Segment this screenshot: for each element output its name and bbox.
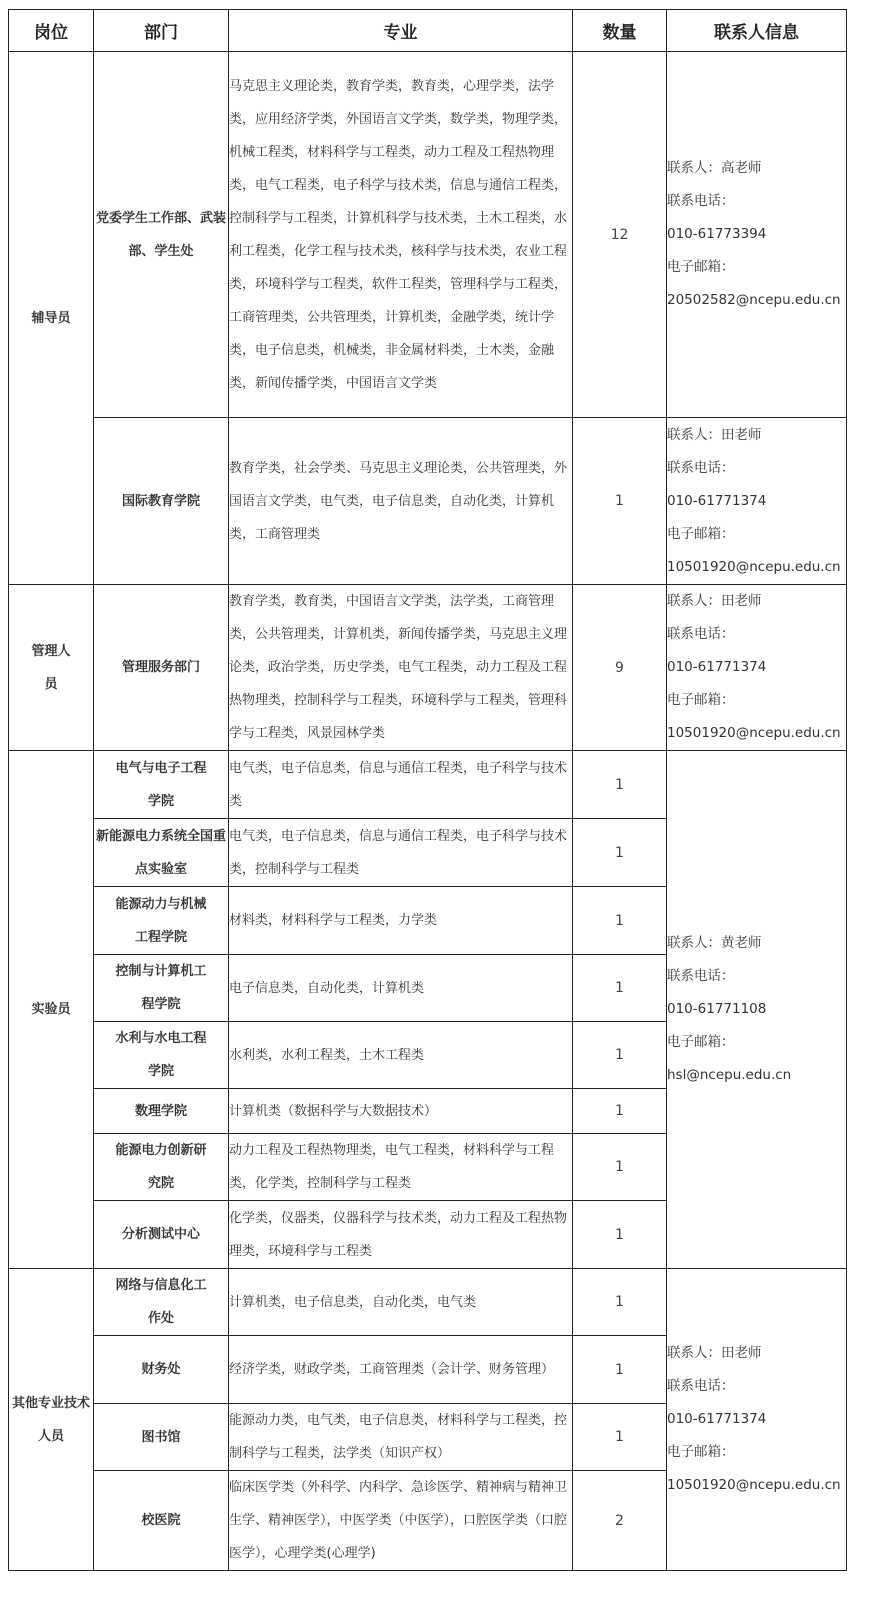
table-row	[9, 751, 847, 819]
major-cell: 水利类，水利工程类，土木工程类	[229, 1022, 573, 1089]
recruitment-table	[8, 9, 847, 1571]
contact-email-label: 电子邮箱：	[667, 1444, 735, 1460]
department-cell: 党委学生工作部、武装部、学生处	[94, 52, 229, 418]
contact-phone: 010-61771374	[667, 659, 767, 675]
major-cell: 马克思主义理论类，教育学类，教育类，心理学类，法学类，应用经济学类，外国语言文学类，数学类，物理学类，机械工程类，材料科学与工程类，动力工程及工程热物理类，电气工程类，电子科学与技术类，信息与通信工程类，控制科学与工程类，计算机科学与技术类，土木工程类，水利工程类，化学工程与技术类，核科学与技术类，农业工程类，环境科学与工程类，软件工程类，管理科学与工程类，工商管理类，公共管理类，计算机类，金融学类，统计学类，电子信息类，机械类，非金属材料类，土木类，金融类，新闻传播学类，中国语言文学类	[229, 52, 573, 418]
major-cell: 临床医学类（外科学、内科学、急诊医学、精神病与精神卫生学、精神医学），中医学类（中医学），口腔医学类（口腔医学），心理学类(心理学)	[229, 1471, 573, 1571]
table-header-row	[9, 10, 847, 52]
department-cell: 能源动力与机械工程学院	[94, 887, 229, 955]
department-cell: 分析测试中心	[94, 1201, 229, 1269]
department-cell: 控制与计算机工程学院	[94, 955, 229, 1022]
contact-phone: 010-61771374	[667, 492, 767, 509]
contact-phone-label: 联系电话：	[667, 193, 735, 209]
count-cell: 1	[573, 1269, 667, 1336]
contact-phone-label: 联系电话：	[667, 968, 735, 984]
contact-phone: 010-61771374	[667, 1411, 767, 1427]
contact-cell	[667, 1269, 847, 1571]
contact-cell	[667, 751, 847, 1269]
count-cell: 1	[573, 819, 667, 887]
contact-email-label: 电子邮箱：	[667, 692, 735, 708]
position-cell: 辅导员	[9, 52, 94, 585]
major-cell: 动力工程及工程热物理类，电气工程类，材料科学与工程类，化学类，控制科学与工程类	[229, 1134, 573, 1201]
header-position: 岗位	[9, 10, 94, 52]
department-cell: 图书馆	[94, 1404, 229, 1471]
department-cell: 电气与电子工程学院	[94, 751, 229, 819]
department-cell: 新能源电力系统全国重点实验室	[94, 819, 229, 887]
position-cell: 其他专业技术人员	[9, 1269, 94, 1571]
table-row	[9, 418, 847, 585]
department-cell: 管理服务部门	[94, 585, 229, 751]
count-cell: 1	[573, 1134, 667, 1201]
contact-cell	[667, 52, 847, 418]
contact-person: 联系人：黄老师	[667, 935, 762, 951]
department-cell: 能源电力创新研究院	[94, 1134, 229, 1201]
count-cell: 1	[573, 418, 667, 585]
count-cell: 1	[573, 1022, 667, 1089]
contact-email: 10501920@ncepu.edu.cn	[667, 1477, 841, 1493]
table-row	[9, 52, 847, 418]
table-row	[9, 1269, 847, 1336]
position-cell: 管理人员	[9, 585, 94, 751]
count-cell: 2	[573, 1471, 667, 1571]
position-cell: 实验员	[9, 751, 94, 1269]
major-cell: 计算机类，电子信息类，自动化类，电气类	[229, 1269, 573, 1336]
count-cell: 9	[573, 585, 667, 751]
department-cell: 校医院	[94, 1471, 229, 1571]
contact-email: hsl@ncepu.edu.cn	[667, 1067, 792, 1083]
header-department: 部门	[94, 10, 229, 52]
contact-email: 10501920@ncepu.edu.cn	[667, 725, 841, 741]
count-cell: 12	[573, 52, 667, 418]
contact-phone: 010-61773394	[667, 226, 767, 242]
count-cell: 1	[573, 751, 667, 819]
contact-email: 10501920@ncepu.edu.cn	[667, 558, 841, 575]
department-cell: 数理学院	[94, 1089, 229, 1134]
major-cell: 化学类，仪器类，仪器科学与技术类，动力工程及工程热物理类，环境科学与工程类	[229, 1201, 573, 1269]
major-cell: 电气类，电子信息类，信息与通信工程类，电子科学与技术类，控制科学与工程类	[229, 819, 573, 887]
header-count: 数量	[573, 10, 667, 52]
count-cell: 1	[573, 1201, 667, 1269]
contact-phone: 010-61771108	[667, 1001, 767, 1017]
major-cell: 电气类，电子信息类，信息与通信工程类，电子科学与技术类	[229, 751, 573, 819]
contact-phone-label: 联系电话：	[667, 459, 735, 476]
contact-email-label: 电子邮箱：	[667, 259, 735, 275]
major-cell: 材料类，材料科学与工程类，力学类	[229, 887, 573, 955]
major-cell: 经济学类，财政学类，工商管理类（会计学、财务管理）	[229, 1336, 573, 1404]
department-cell: 财务处	[94, 1336, 229, 1404]
count-cell: 1	[573, 955, 667, 1022]
contact-person: 联系人：高老师	[667, 160, 762, 176]
major-cell: 教育学类，社会学类、马克思主义理论类，公共管理类，外国语言文学类，电气类，电子信息类，自动化类，计算机类，工商管理类	[229, 418, 573, 585]
contact-person: 联系人：田老师	[667, 593, 762, 609]
count-cell: 1	[573, 1089, 667, 1134]
header-major: 专业	[229, 10, 573, 52]
major-cell: 教育学类，教育类，中国语言文学类，法学类，工商管理类，公共管理类，计算机类，新闻传播学类，马克思主义理论类，政治学类，历史学类，电气工程类，动力工程及工程热物理类，控制科学与工程类，环境科学与工程类，管理科学与工程类，风景园林学类	[229, 585, 573, 751]
contact-cell	[667, 585, 847, 751]
department-cell: 国际教育学院	[94, 418, 229, 585]
count-cell: 1	[573, 887, 667, 955]
count-cell: 1	[573, 1404, 667, 1471]
header-contact: 联系人信息	[667, 10, 847, 52]
major-cell: 电子信息类，自动化类，计算机类	[229, 955, 573, 1022]
contact-person: 联系人：田老师	[667, 1345, 762, 1361]
department-cell: 网络与信息化工作处	[94, 1269, 229, 1336]
table-row	[9, 585, 847, 751]
contact-email-label: 电子邮箱：	[667, 1034, 735, 1050]
contact-phone-label: 联系电话：	[667, 1378, 735, 1394]
contact-phone-label: 联系电话：	[667, 626, 735, 642]
department-cell: 水利与水电工程学院	[94, 1022, 229, 1089]
major-cell: 能源动力类，电气类，电子信息类，材料科学与工程类，控制科学与工程类，法学类（知识产权）	[229, 1404, 573, 1471]
contact-email: 20502582@ncepu.edu.cn	[667, 292, 841, 308]
major-cell: 计算机类（数据科学与大数据技术）	[229, 1089, 573, 1134]
count-cell: 1	[573, 1336, 667, 1404]
contact-cell	[667, 418, 847, 585]
contact-person: 联系人：田老师	[667, 426, 762, 443]
contact-email-label: 电子邮箱：	[667, 525, 735, 542]
